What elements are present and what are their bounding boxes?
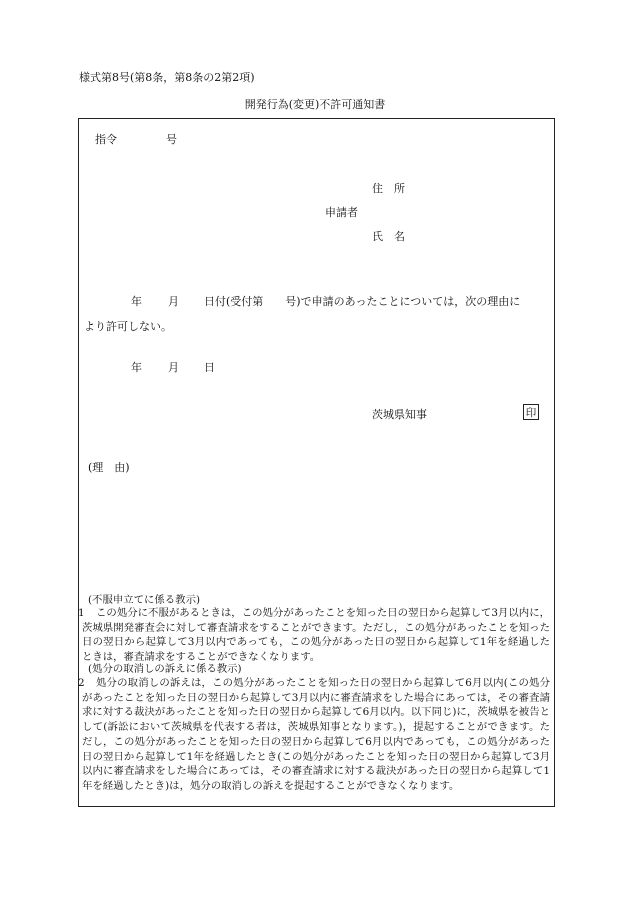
appeal-heading: (不服申立てに係る教示) [88,594,201,606]
applicant-label: 申請者 [325,206,358,219]
seal-mark: 印 [523,404,539,420]
directive-label: 指令 [95,133,117,146]
lawsuit-number: 2 [78,677,85,689]
appeal-paragraph [78,606,550,665]
receipt-text: 日付(受付第 号)で申請のあったことについては，次の理由に [204,295,521,308]
application-month-label: 月 [168,295,179,308]
appeal-number: 1 [78,607,85,619]
form-number: 様式第8号(第8条，第8条の2第2項) [79,71,255,84]
lawsuit-heading: (処分の取消しの訴えに係る教示) [88,663,242,675]
application-year-label: 年 [131,295,142,308]
reason-label: (理 由) [88,461,130,474]
address-label: 住 所 [372,182,405,195]
document-title: 開発行為(変更)不許可通知書 [244,98,386,111]
name-label: 氏 名 [372,230,405,243]
lawsuit-text: 処分の取消しの訴えは，この処分があったことを知った日の翌日から起算して6月以内(この処分があったことを知った日の翌日から起算して3月以内に審査請求をした場合にあっては，その審査請求に対する裁決があったことを知った日の翌日から起算して6月以内。以下同じ)に，茨城県を被告として(訴訟において茨城県を代表する者は，茨城県知事となります。)，提起することができます。ただし，この処分があったことを知った日の翌日から起算して6月以内であっても，この処分があった日の翌日から起算して1年を経過したとき(この処分があったことを知った日の翌日から起算して3月以内に審査請求をした場合にあっては，その審査請求に対する裁決があった日の翌日から起算して1年を経過したとき)は，処分の取消しの訴えを提起することができなくなります。 [82,677,550,792]
receipt-text-continued: より許可しない。 [84,320,172,333]
lawsuit-paragraph [78,676,550,794]
governor-title: 茨城県知事 [372,408,427,421]
notice-month-label: 月 [168,361,179,374]
notice-day-label: 日 [204,361,215,374]
directive-number-label: 号 [166,133,177,146]
appeal-text: この処分に不服があるときは，この処分があったことを知った日の翌日から起算して3月以内に，茨城県開発審査会に対して審査請求をすることができます。ただし，この処分があったことを知った日の翌日から起算して3月以内であっても，この処分があった日の翌日から起算して1年を経過したときは，審査請求をすることができなくなります。 [82,607,550,664]
notice-year-label: 年 [131,361,142,374]
